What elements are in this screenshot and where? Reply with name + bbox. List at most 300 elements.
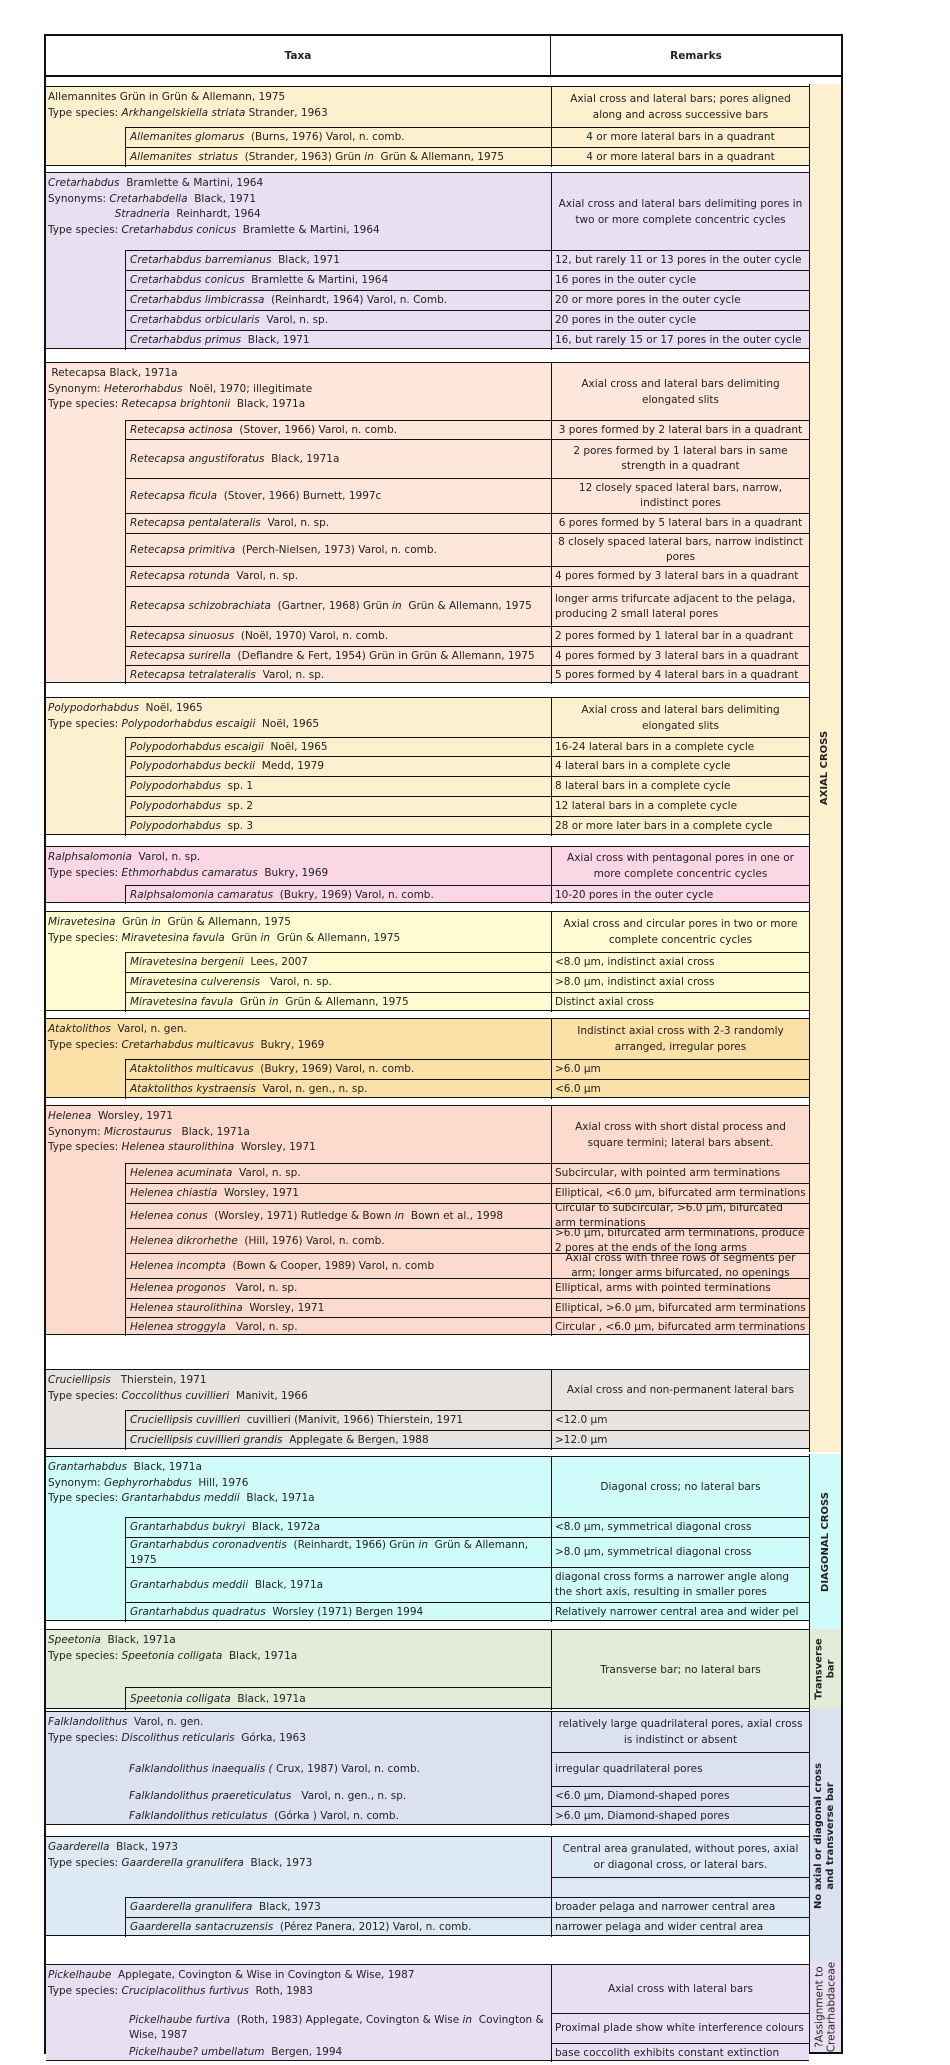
species-name <box>125 1917 551 1937</box>
italic-taxon-text: Miravetesina favula <box>130 996 234 1008</box>
italic-taxon-text: Polypodorhabdus <box>130 780 221 792</box>
species-name-text <box>130 1186 299 1201</box>
text-fragment: (Stover, 1966) Varol, n. comb. <box>232 423 398 436</box>
text-fragment: Noël, 1965 <box>138 702 203 714</box>
italic-taxon-text: Helenea incompta <box>130 1259 226 1272</box>
category-label: DIAGONAL CROSS <box>819 1491 831 1592</box>
species-name-text <box>130 740 328 755</box>
text-fragment: Black, 1973 <box>243 1856 313 1869</box>
species-remark: broader pelaga and narrower central area <box>551 1897 809 1917</box>
species-name-text <box>130 313 328 328</box>
species-name <box>125 992 551 1012</box>
text-fragment: Bramlette & Martini, 1964 <box>236 223 380 236</box>
text-fragment: Synonym: <box>48 1125 104 1138</box>
species-name-text <box>130 1281 297 1296</box>
italic-taxon-text: Retecapsa pentalateralis <box>130 517 261 529</box>
text-fragment: Black, 1971 <box>187 192 257 205</box>
italic-taxon-text: Gaarderella granulifera <box>130 1901 253 1913</box>
species-remark: 4 or more lateral bars in a quadrant <box>551 147 809 167</box>
text-fragment: Black, 1973 <box>252 1901 321 1913</box>
genus-line <box>48 1633 551 1649</box>
genus-description <box>46 1837 551 1871</box>
text-fragment: Noël, 1970; illegitimate <box>182 382 313 395</box>
species-name <box>125 1253 551 1278</box>
text-fragment: (Roth, 1983) Applegate, Covington & Wise <box>230 2014 463 2026</box>
genus-line <box>48 717 551 733</box>
italic-taxon-text: Coccolithus cuvillieri <box>121 1389 230 1402</box>
species-remark: irregular quadrilateral pores <box>551 1752 809 1786</box>
text-fragment: Black, 1971a <box>248 1578 324 1591</box>
italic-taxon-text: Retecapsa ficula <box>130 489 218 502</box>
text-fragment: Manivit, 1966 <box>229 1389 308 1402</box>
italic-taxon-text: Cretarhabdus primus <box>130 334 242 346</box>
genus-line <box>48 1140 551 1156</box>
text-fragment: Black, 1972a <box>245 1521 321 1533</box>
species-name <box>125 776 551 796</box>
species-name <box>125 270 551 290</box>
species-name <box>125 1897 551 1917</box>
text-fragment: Lees, 2007 <box>243 956 308 968</box>
text-fragment: Thierstein, 1971 <box>110 1374 207 1386</box>
species-remark: 4 pores formed by 3 lateral bars in a quadrant <box>551 566 809 586</box>
species-remark: Relatively narrower central area and wider pel <box>551 1602 809 1622</box>
text-fragment: Górka, 1963 <box>234 1731 306 1744</box>
text-fragment: Type species: <box>48 1984 122 1997</box>
italic-taxon-text: Microstaurus <box>103 1125 172 1138</box>
species-name <box>125 478 551 513</box>
species-name <box>125 420 551 439</box>
species-name <box>125 533 551 566</box>
text-fragment: Synonym: <box>48 1476 104 1489</box>
species-name-text <box>130 629 388 644</box>
text-fragment: Grün & Allemann, 1975 <box>160 916 291 928</box>
species-name-text <box>130 599 532 614</box>
species-name <box>125 1317 551 1336</box>
genus-description <box>46 1630 551 1664</box>
italic-taxon-text: in <box>364 151 374 163</box>
text-fragment: (Hill, 1976) Varol, n. comb. <box>237 1234 385 1247</box>
species-name <box>125 127 551 147</box>
species-name-text <box>130 1166 301 1181</box>
text-fragment: Noël, 1965 <box>263 740 328 753</box>
italic-taxon-text: Helenea staurolithina <box>130 1301 243 1314</box>
genus-remark: Axial cross and non-permanent lateral bars <box>551 1370 809 1410</box>
text-fragment: Bramlette & Martini, 1964 <box>244 274 389 286</box>
genus-line <box>48 1856 551 1872</box>
genus-group-polypodorhabdus <box>46 697 809 835</box>
category-diagonal-cross <box>809 1454 841 1629</box>
genus-group-helenea <box>46 1105 809 1335</box>
text-fragment: Varol, n. sp. <box>225 1320 298 1333</box>
species-name-text <box>129 1789 406 1804</box>
species-remark: 2 pores formed by 1 lateral bars in same strength in a quadrant <box>551 439 809 478</box>
species-remark: 4 pores formed by 3 lateral bars in a quadrant <box>551 646 809 665</box>
species-remark: 12 lateral bars in a complete cycle <box>551 796 809 816</box>
italic-taxon-text: Cruciellipsis <box>48 1374 111 1386</box>
species-name-text <box>130 799 253 814</box>
species-name-text <box>130 1259 434 1274</box>
text-fragment: Varol, n. gen. <box>127 1716 204 1728</box>
text-fragment: sp. 2 <box>220 800 254 812</box>
species-name-text <box>130 1234 385 1249</box>
text-fragment: (Burns, 1976) Varol, n. comb. <box>244 131 405 143</box>
species-name <box>125 1278 551 1298</box>
species-name-text <box>130 1433 429 1448</box>
species-name-text <box>130 975 332 990</box>
genus-line <box>48 207 551 223</box>
text-fragment: Type species: <box>48 398 122 410</box>
italic-taxon-text: Cretarhabdus orbicularis <box>130 314 260 326</box>
species-name-text <box>130 649 535 664</box>
genus-remark: Diagonal cross; no lateral bars <box>551 1457 809 1517</box>
text-fragment: Worsley, 1971 <box>242 1301 325 1314</box>
genus-line <box>48 397 551 413</box>
species-remark: Elliptical, arms with pointed terminations <box>551 1278 809 1298</box>
species-name-text <box>130 1082 367 1097</box>
text-fragment: Retecapsa Black, 1971a <box>48 367 178 379</box>
italic-taxon-text: Cretarhabdus <box>48 177 120 189</box>
genus-line <box>48 1968 551 1984</box>
text-fragment: (Stover, 1966) Burnett, 1997c <box>217 489 382 502</box>
italic-taxon-text: Retecapsa angustiforatus <box>130 452 265 465</box>
taxa-table <box>44 34 843 2059</box>
italic-taxon-text: Helenea progonos <box>130 1282 226 1294</box>
genus-line <box>48 176 551 192</box>
genus-group-falklandolithus <box>46 1711 809 1825</box>
species-name-text <box>129 2045 342 2060</box>
header-taxa: Taxa <box>46 36 551 77</box>
italic-taxon-text: Cretarhabdus multicavus <box>121 1038 254 1051</box>
text-fragment: Varol, n. sp. <box>260 517 330 529</box>
text-fragment: Black, 1971a <box>239 1492 315 1504</box>
text-fragment: Varol, n. gen., n. sp. <box>255 1083 368 1095</box>
text-fragment: Bown et al., 1998 <box>404 1209 504 1222</box>
text-fragment: Type species: <box>48 1038 122 1051</box>
text-fragment: Black, 1971a <box>264 452 340 465</box>
text-fragment: Type species: <box>48 717 122 730</box>
species-name-text <box>130 1578 323 1593</box>
italic-taxon-text: Falklandolithus inaequalis ( <box>129 1762 273 1775</box>
text-fragment: (Bown & Cooper, 1989) Varol, n. comb <box>225 1259 435 1272</box>
species-name-text <box>130 1692 306 1707</box>
species-name <box>125 1079 551 1099</box>
genus-line <box>48 1649 551 1665</box>
species-remark: >12.0 µm <box>551 1430 809 1450</box>
italic-taxon-text: Ataktolithos multicavus <box>130 1063 254 1075</box>
text-fragment: (Noël, 1970) Varol, n. comb. <box>234 630 389 642</box>
italic-taxon-text: Helenea acuminata <box>130 1167 233 1179</box>
species-name <box>125 513 551 533</box>
text-fragment: Grün <box>224 931 261 944</box>
species-name <box>125 1602 551 1622</box>
species-name <box>125 1059 551 1079</box>
italic-taxon-text: Grantarhabdus <box>48 1461 127 1473</box>
species-name <box>125 566 551 586</box>
italic-taxon-text: Retecapsa tetralateralis <box>130 668 256 681</box>
genus-line <box>48 1460 551 1476</box>
italic-taxon-text: Pickelhaube <box>48 1969 112 1981</box>
text-fragment: Black, 1971a <box>230 1692 306 1705</box>
text-fragment: Black, 1971a <box>100 1634 176 1646</box>
text-fragment: Type species: <box>48 1731 122 1744</box>
italic-taxon-text: Gaarderella <box>48 1841 110 1853</box>
italic-taxon-text: Ralphsalomonia <box>48 851 132 863</box>
genus-remark: Axial cross and lateral bars; pores aligned along and across successive bars <box>551 87 809 127</box>
species-remark: >6.0 µm <box>551 1059 809 1079</box>
text-fragment: (Gartner, 1968) Grün <box>270 600 393 612</box>
species-name <box>125 1410 551 1430</box>
species-name-text <box>130 1320 298 1335</box>
italic-taxon-text: Polypodorhabdus escaigii <box>130 740 264 753</box>
species-name <box>125 1298 551 1317</box>
genus-line <box>48 1389 551 1405</box>
category-label-line: Cretarhabdaceae <box>825 1961 838 2053</box>
species-name-text <box>130 1062 414 1077</box>
genus-line <box>48 1984 551 2000</box>
species-name-text <box>129 1809 399 1824</box>
italic-taxon-text: Miravetesina culverensis <box>130 976 261 988</box>
species-name <box>125 756 551 776</box>
species-name-text <box>130 516 329 531</box>
genus-line <box>48 866 551 882</box>
genus-line <box>48 1125 551 1141</box>
text-fragment: (Pérez Panera, 2012) Varol, n. comb. <box>273 1921 472 1933</box>
species-remark: 16, but rarely 15 or 17 pores in the outer cycle <box>551 330 809 350</box>
species-remark: <12.0 µm <box>551 1410 809 1430</box>
genus-line <box>48 192 551 208</box>
italic-taxon-text: Retecapsa sinuosus <box>130 630 235 642</box>
genus-group-ralphsalomonia <box>46 846 809 903</box>
italic-taxon-text: in <box>260 931 271 944</box>
text-fragment: Type species: <box>48 866 122 879</box>
species-name-text <box>130 273 388 288</box>
genus-line <box>48 1038 551 1054</box>
genus-description <box>46 698 551 732</box>
italic-taxon-text: Allemanites striatus <box>130 151 238 163</box>
italic-taxon-text: Polypodorhabdus <box>130 800 221 812</box>
italic-taxon-text: Cretarhabdus barremianus <box>130 254 272 266</box>
italic-taxon-text: Cretarhabdella <box>109 192 188 205</box>
blank-remark-cell <box>551 1877 809 1897</box>
genus-description <box>46 1370 551 1404</box>
text-fragment: Type species: <box>48 931 122 944</box>
species-name-text <box>130 668 324 683</box>
species-remark: Circular to subcircular, >6.0 µm, bifurcated arm terminations <box>551 1203 809 1228</box>
text-fragment: Covington & Wise, 1987 <box>129 2014 548 2041</box>
text-fragment: Reinhardt, 1964 <box>169 208 261 220</box>
species-name-text <box>130 1900 321 1915</box>
species-name <box>125 330 551 350</box>
text-fragment: Applegate, Covington & Wise in Covington & Wise, 1987 <box>111 1969 415 1981</box>
italic-taxon-text: in <box>462 2014 473 2026</box>
species-name-text <box>130 150 504 165</box>
species-remark: <8.0 µm, symmetrical diagonal cross <box>551 1517 809 1537</box>
text-fragment: Roth, 1983 <box>248 1984 313 1997</box>
species-name <box>125 646 551 665</box>
genus-group-grantarhabdus <box>46 1456 809 1621</box>
text-fragment: Grün <box>115 916 152 928</box>
italic-taxon-text: Helenea stroggyla <box>130 1320 226 1333</box>
genus-description <box>46 1106 551 1156</box>
italic-taxon-text: Miravetesina bergenii <box>130 956 244 968</box>
genus-description <box>46 847 551 881</box>
italic-taxon-text: Polypodorhabdus beckii <box>130 760 256 772</box>
text-fragment: Worsley, 1971 <box>234 1141 316 1153</box>
species-name-text <box>130 779 253 794</box>
species-name <box>125 1163 551 1183</box>
species-name <box>125 796 551 816</box>
text-fragment: (Strander, 1963) Grün <box>237 151 365 163</box>
italic-taxon-text: Falklandolithus <box>48 1716 128 1728</box>
text-fragment: Synonym: <box>48 382 104 395</box>
species-remark: >8.0 µm, symmetrical diagonal cross <box>551 1537 809 1567</box>
italic-taxon-text: in <box>418 1538 428 1551</box>
italic-taxon-text: Ralphsalomonia camaratus <box>130 888 274 901</box>
italic-taxon-text: Ataktolithos kystraensis <box>130 1083 256 1095</box>
category-label <box>814 1962 838 2053</box>
text-fragment: Grün & Allemann, 1975 <box>373 151 505 163</box>
genus-line <box>48 1022 551 1038</box>
category-assignment <box>809 1962 841 2052</box>
text-fragment: Crux, 1987) Varol, n. comb. <box>272 1762 420 1775</box>
species-remark: 4 or more lateral bars in a quadrant <box>551 127 809 147</box>
species-remark: longer arms trifurcate adjacent to the pelaga, producing 2 small lateral pores <box>551 586 809 626</box>
italic-taxon-text: Falklandolithus reticulatus <box>129 1809 268 1822</box>
text-fragment: Varol, n. gen., n. sp. <box>291 1789 407 1802</box>
italic-taxon-text: Ethmorhabdus camaratus <box>121 866 258 879</box>
species-remark: Elliptical, >6.0 µm, bifurcated arm terminations <box>551 1298 809 1317</box>
genus-line <box>48 1491 551 1507</box>
italic-taxon-text: Stradneria <box>114 208 170 220</box>
italic-taxon-text: Grantarhabdus meddii <box>130 1578 249 1591</box>
species-remark: 20 or more pores in the outer cycle <box>551 290 809 310</box>
species-name <box>125 1517 551 1537</box>
text-fragment: Varol, n. sp. <box>260 976 332 988</box>
text-fragment: (Bukry, 1969) Varol, n. comb. <box>253 1063 415 1075</box>
species-name-text <box>130 423 397 438</box>
text-fragment: cuvillieri (Manivit, 1966) Thierstein, 1971 <box>240 1414 464 1426</box>
category-label-line: bar <box>825 1659 837 1679</box>
italic-taxon-text: Ataktolithos <box>48 1023 111 1035</box>
genus-group-gaarderella <box>46 1836 809 1936</box>
text-fragment: Type species: <box>48 1856 122 1869</box>
italic-taxon-text: Cretarhabdus limbicrassa <box>130 294 265 306</box>
species-remark: Distinct axial cross <box>551 992 809 1012</box>
genus-group-cruciellipsis <box>46 1369 809 1449</box>
species-remark: <8.0 µm, indistinct axial cross <box>551 952 809 972</box>
species-name-text <box>130 1538 551 1568</box>
species-remark: 2 pores formed by 1 lateral bar in a quadrant <box>551 626 809 646</box>
text-fragment: Hill, 1976 <box>191 1476 249 1489</box>
species-name-text <box>130 995 409 1010</box>
species-remark: <6.0 µm, Diamond-shaped pores <box>551 1786 809 1806</box>
text-fragment: Type species: <box>48 106 122 119</box>
text-fragment: Varol, n. sp. <box>259 314 329 326</box>
italic-taxon-text: Retecapsa surirella <box>130 649 231 662</box>
italic-taxon-text: Falklandolithus praereticulatus <box>129 1789 292 1802</box>
species-remark: diagonal cross forms a narrower angle along the short axis, resulting in smaller pores <box>551 1567 809 1602</box>
species-remark: 10-20 pores in the outer cycle <box>551 885 809 904</box>
text-fragment: (Worsley, 1971) Rutledge & Bown <box>207 1209 395 1222</box>
genus-line <box>48 106 551 122</box>
category-label <box>814 1638 838 1699</box>
italic-taxon-text: Cretarhabdus conicus <box>130 274 245 286</box>
species-remark: 4 lateral bars in a complete cycle <box>551 756 809 776</box>
italic-taxon-text: Discolithus reticularis <box>121 1731 235 1744</box>
italic-taxon-text: Speetonia colligata <box>121 1649 223 1662</box>
species-name-text <box>130 1605 423 1620</box>
text-fragment: Noël, 1965 <box>255 717 320 730</box>
species-remark: narrower pelaga and wider central area <box>551 1917 809 1937</box>
text-fragment: (Bukry, 1969) Varol, n. comb. <box>273 888 434 901</box>
species-remark: Proximal plade show white interference colours <box>551 2013 809 2043</box>
species-name <box>125 1183 551 1203</box>
italic-taxon-text: Helenea conus <box>130 1209 208 1222</box>
genus-description <box>46 87 551 121</box>
italic-taxon-text: Miravetesina <box>48 916 116 928</box>
italic-taxon-text: in <box>151 916 161 928</box>
species-remark: Axial cross with three rows of segments per arm; longer arms bifurcated, no openings <box>551 1253 809 1278</box>
category-label-line: No axial or diagonal cross <box>813 1762 825 1909</box>
text-fragment: Black, 1971a <box>230 398 306 410</box>
italic-taxon-text: Grantarhabdus bukryi <box>130 1521 246 1533</box>
genus-remark: Indistinct axial cross with 2-3 randomly arranged, irregular pores <box>551 1019 809 1059</box>
species-name <box>125 1786 551 1806</box>
italic-taxon-text: Polypodorhabdus <box>48 702 139 714</box>
species-name-text <box>130 130 405 145</box>
text-fragment: (Reinhardt, 1966) Grün <box>286 1538 419 1551</box>
text-fragment: Medd, 1979 <box>255 760 324 772</box>
genus-group-ataktolithos <box>46 1018 809 1098</box>
genus-group-retecapsa <box>46 362 809 683</box>
species-name <box>125 1203 551 1228</box>
text-fragment: Black, 1973 <box>109 1841 178 1853</box>
genus-line <box>48 701 551 717</box>
species-remark: 12 closely spaced lateral bars, narrow, indistinct pores <box>551 478 809 513</box>
species-name <box>125 439 551 478</box>
species-remark: 28 or more later bars in a complete cycle <box>551 816 809 836</box>
italic-taxon-text: Retecapsa schizobrachiata <box>130 600 271 612</box>
text-fragment: sp. 3 <box>220 820 254 832</box>
genus-line <box>48 1715 551 1731</box>
italic-taxon-text: Grantarhabdus meddii <box>121 1492 240 1504</box>
category-label-line: and transverse bar <box>825 1781 837 1890</box>
text-fragment: Grün & Allemann, 1975 <box>270 931 401 944</box>
genus-description <box>46 1457 551 1507</box>
genus-group-speetonia <box>46 1629 809 1709</box>
text-fragment: Varol, n. sp. <box>225 1282 298 1294</box>
text-fragment: Worsley (1971) Bergen 1994 <box>265 1606 424 1618</box>
species-name <box>125 885 551 904</box>
species-name <box>125 250 551 270</box>
species-remark: 12, but rarely 11 or 13 pores in the outer cycle <box>551 250 809 270</box>
text-fragment: sp. 1 <box>220 780 254 792</box>
text-fragment: Synonyms: <box>48 192 110 205</box>
italic-taxon-text: Polypodorhabdus <box>130 820 221 832</box>
text-fragment: (Górka ) Varol, n. comb. <box>267 1809 399 1822</box>
text-fragment: Grün & Allemann, 1975 <box>401 600 532 612</box>
genus-remark: Central area granulated, without pores, axial or diagonal cross, or lateral bars. <box>551 1837 809 1877</box>
text-fragment: Applegate & Bergen, 1988 <box>282 1434 429 1446</box>
italic-taxon-text: Cretarhabdus conicus <box>121 223 237 236</box>
species-remark: 3 pores formed by 2 lateral bars in a quadrant <box>551 420 809 439</box>
italic-taxon-text: Miravetesina favula <box>121 931 225 944</box>
genus-description <box>46 1019 551 1053</box>
italic-taxon-text: in <box>394 1209 405 1222</box>
italic-taxon-text: Helenea chiastia <box>130 1187 218 1199</box>
text-fragment: Black, 1971a <box>171 1125 250 1138</box>
species-remark: Circular , <6.0 µm, bifurcated arm terminations <box>551 1317 809 1336</box>
